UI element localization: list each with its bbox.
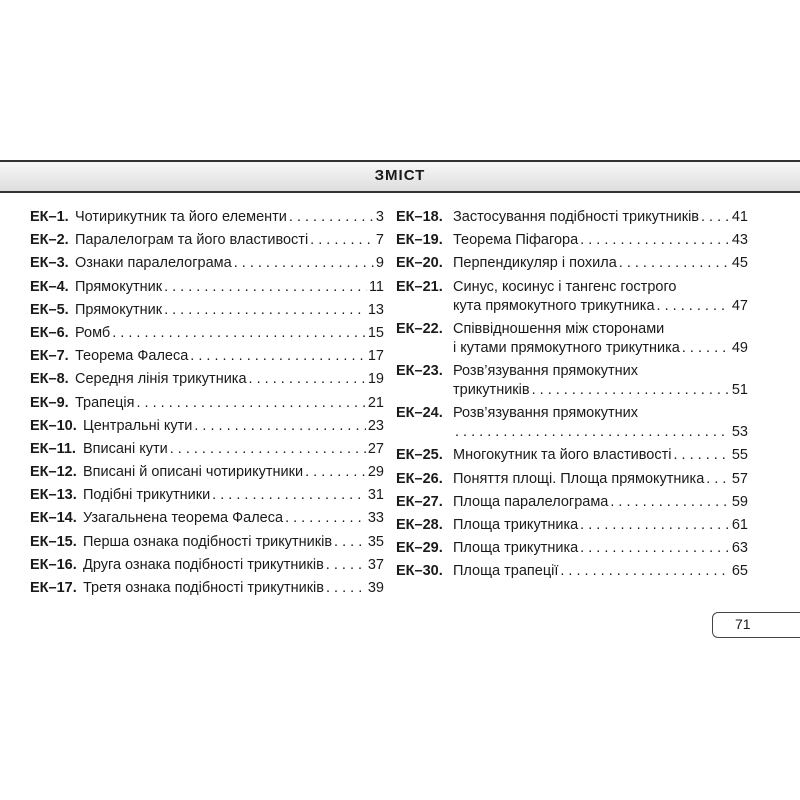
toc-entry-title: Прямокутник <box>75 301 163 318</box>
toc-entry-title: Площа трапеції <box>453 563 559 580</box>
toc-entry <box>30 579 384 598</box>
dot-leader <box>326 556 366 575</box>
toc-entry-code: ЕК–24. <box>396 405 443 422</box>
toc-entry <box>396 493 748 512</box>
toc-entry-code: ЕК–3. <box>30 255 69 272</box>
toc-entry-title: Вписані й описані чотирикутники <box>83 464 304 481</box>
toc-entry-page: 11 <box>368 278 384 295</box>
toc-entry-title: Паралелограм та його властивості <box>75 232 309 249</box>
toc-entry-code: ЕК–11. <box>30 440 76 457</box>
contents-header <box>0 160 800 193</box>
toc-entry <box>396 208 748 227</box>
toc-entry-title: Третя ознака подібності трикутників <box>83 580 324 596</box>
toc-entry-title: Друга ознака подібності трикутників <box>83 556 324 573</box>
toc-entry-code: ЕК–12. <box>30 464 77 481</box>
toc-entry-code: ЕК–7. <box>30 348 69 365</box>
toc-entry-code: ЕК–29. <box>396 540 443 557</box>
toc-entry-page: 55 <box>731 447 748 464</box>
dot-leader <box>289 208 374 227</box>
toc-entry <box>396 470 748 489</box>
toc-entry-page: 29 <box>367 464 384 481</box>
toc-entry-code: ЕК–16. <box>30 556 77 573</box>
toc-column-right <box>396 208 748 585</box>
toc-entry-code: ЕК–1. <box>30 209 69 225</box>
page-number: 71 <box>735 616 751 632</box>
toc-entry-title: Прямокутник <box>75 278 163 295</box>
dot-leader <box>164 301 366 320</box>
dot-leader <box>234 254 374 273</box>
toc-entry-title: Синус, косинус і тангенс гострого <box>453 278 677 295</box>
toc-entry-page: 63 <box>731 540 748 557</box>
toc-entry <box>30 440 384 459</box>
toc-entry-title: Перпендикуляр і похила <box>453 255 617 272</box>
toc-entry-title: Трапеція <box>75 394 135 411</box>
toc-entry-code: ЕК–5. <box>30 301 69 318</box>
toc-entry <box>396 254 748 273</box>
toc-entry-code: ЕК–17. <box>30 580 77 596</box>
toc-entry-code: ЕК–28. <box>396 516 443 533</box>
toc-entry-title: Середня лінія трикутника <box>75 371 247 388</box>
toc-entry-title: Центральні кути <box>83 417 193 434</box>
toc-entry <box>30 231 384 250</box>
dot-leader <box>305 463 366 482</box>
toc-entry-code: ЕК–4. <box>30 278 69 295</box>
dot-leader <box>112 324 366 343</box>
dot-leader <box>194 417 366 436</box>
toc-entry <box>396 362 748 400</box>
toc-entry-title: Поняття площі. Площа прямокутника <box>453 470 705 487</box>
toc-entry-page: 13 <box>367 301 384 318</box>
toc-entry-code: ЕК–21. <box>396 278 443 295</box>
toc-entry <box>30 208 384 227</box>
dot-leader <box>212 486 366 505</box>
dot-leader <box>334 533 366 552</box>
toc-entry-title: Співвідношення між сторонами <box>453 320 665 337</box>
toc-entry <box>396 278 748 316</box>
toc-entry-page: 17 <box>367 348 384 365</box>
toc-entry-title: Многокутник та його властивості <box>453 447 672 464</box>
dot-leader <box>249 370 366 389</box>
toc-entry-title: Розв’язування прямокутних <box>453 362 638 379</box>
toc-entry <box>30 278 384 297</box>
toc-entry-title: Узагальнена теорема Фалеса <box>83 510 284 527</box>
dot-leader <box>560 562 729 581</box>
toc-entry-code: ЕК–10. <box>30 417 77 434</box>
toc-entry-title: і кутами прямокутного трикутника <box>453 339 680 356</box>
toc-entry-code: ЕК–6. <box>30 324 69 341</box>
toc-entry-code: ЕК–18. <box>396 209 443 225</box>
dot-leader <box>657 297 730 316</box>
dot-leader <box>580 516 730 535</box>
toc-entry-page: 31 <box>367 487 384 504</box>
toc-entry-page: 37 <box>367 556 384 573</box>
dot-leader <box>310 231 374 250</box>
toc-entry-title: кута прямокутного трикутника <box>453 297 655 314</box>
toc-entry-page: 35 <box>367 533 384 550</box>
dot-leader <box>532 381 730 400</box>
dot-leader <box>673 446 729 465</box>
toc-entry-page: 61 <box>731 516 748 533</box>
toc-entry-page: 19 <box>367 371 384 388</box>
dot-leader <box>580 231 730 250</box>
toc-entry-page: 49 <box>731 339 748 356</box>
toc-entry-code: ЕК–14. <box>30 510 77 527</box>
dot-leader <box>619 254 730 273</box>
toc-entry-page: 7 <box>375 232 384 249</box>
toc-entry-title: Площа трикутника <box>453 516 579 533</box>
toc-entry <box>30 463 384 482</box>
toc-entry <box>396 446 748 465</box>
toc-entry-title: Чотирикутник та його елементи <box>75 209 287 225</box>
toc-entry <box>30 556 384 575</box>
toc-entry-page: 47 <box>731 297 748 314</box>
dot-leader <box>326 579 366 598</box>
toc-entry-page: 43 <box>731 232 748 249</box>
toc-entry-title: Теорема Фалеса <box>75 348 189 365</box>
dot-leader <box>164 278 367 297</box>
toc-entry <box>396 562 748 581</box>
dot-leader <box>610 493 730 512</box>
toc-entry-code: ЕК–15. <box>30 533 77 550</box>
dot-leader <box>285 509 366 528</box>
toc-entry <box>30 486 384 505</box>
dot-leader <box>706 470 730 489</box>
dot-leader <box>190 347 366 366</box>
toc-entry-page: 15 <box>367 324 384 341</box>
toc-entry-title: Вписані кути <box>83 440 168 457</box>
toc-entry-page: 65 <box>731 563 748 580</box>
toc-entry-page: 53 <box>731 424 748 441</box>
toc-entry-code: ЕК–27. <box>396 493 443 510</box>
toc-entry <box>30 370 384 389</box>
toc-entry-title: Подібні трикутники <box>83 487 211 504</box>
toc-entry-title: Теорема Піфагора <box>453 232 579 249</box>
dot-leader <box>136 394 365 413</box>
toc-entry-page: 59 <box>731 493 748 510</box>
toc-entry-page: 23 <box>367 417 384 434</box>
toc-entry <box>396 516 748 535</box>
dot-leader <box>682 339 730 358</box>
toc-entry-title: Застосування подібності трикутників <box>453 209 699 225</box>
toc-entry <box>30 301 384 320</box>
toc-entry-page: 39 <box>367 580 384 596</box>
toc-column-left <box>30 208 384 602</box>
toc-entry <box>30 417 384 436</box>
toc-entry-title: Ромб <box>75 324 111 341</box>
toc-entry <box>30 324 384 343</box>
toc-entry <box>396 231 748 250</box>
dot-leader <box>455 423 730 442</box>
toc-entry-page: 41 <box>731 209 748 225</box>
toc-entry <box>396 539 748 558</box>
toc-entry-code: ЕК–22. <box>396 320 443 337</box>
toc-entry-code: ЕК–8. <box>30 371 69 388</box>
toc-entry-page: 51 <box>731 381 748 398</box>
toc-entry-code: ЕК–20. <box>396 255 443 272</box>
dot-leader <box>701 208 730 227</box>
toc-entry-page: 9 <box>375 255 384 272</box>
toc-entry-page: 21 <box>367 394 384 411</box>
toc-entry-title: Площа паралелограма <box>453 493 609 510</box>
toc-entry <box>30 509 384 528</box>
toc-entry-title: Перша ознака подібності трикутників <box>83 533 333 550</box>
toc-entry-code: ЕК–25. <box>396 447 443 464</box>
toc-entry-page: 33 <box>367 510 384 527</box>
toc-entry-code: ЕК–9. <box>30 394 69 411</box>
toc-entry <box>30 394 384 413</box>
toc-entry-code: ЕК–13. <box>30 487 77 504</box>
toc-entry-code: ЕК–19. <box>396 232 443 249</box>
dot-leader <box>170 440 366 459</box>
toc-entry-code: ЕК–26. <box>396 470 443 487</box>
toc-entry <box>396 320 748 358</box>
toc-entry-page: 57 <box>731 470 748 487</box>
contents-title: ЗМІСТ <box>374 167 426 184</box>
toc-entry-title: Площа трикутника <box>453 540 579 557</box>
toc-entry-page: 45 <box>731 255 748 272</box>
toc-entry-title: Розв’язування прямокутних <box>453 405 638 422</box>
toc-entry-page: 27 <box>367 440 384 457</box>
toc-entry-code: ЕК–2. <box>30 232 69 249</box>
toc-entry-code: ЕК–30. <box>396 563 443 580</box>
page-number-badge <box>712 612 800 638</box>
toc-entry-page: 3 <box>375 209 384 225</box>
toc-entry-code: ЕК–23. <box>396 362 443 379</box>
toc-entry-title: трикутників <box>453 381 530 398</box>
toc-entry <box>30 254 384 273</box>
toc-entry-title: Ознаки паралелограма <box>75 255 232 272</box>
toc-entry <box>30 347 384 366</box>
toc-entry <box>30 533 384 552</box>
toc-entry <box>396 404 748 442</box>
dot-leader <box>580 539 730 558</box>
